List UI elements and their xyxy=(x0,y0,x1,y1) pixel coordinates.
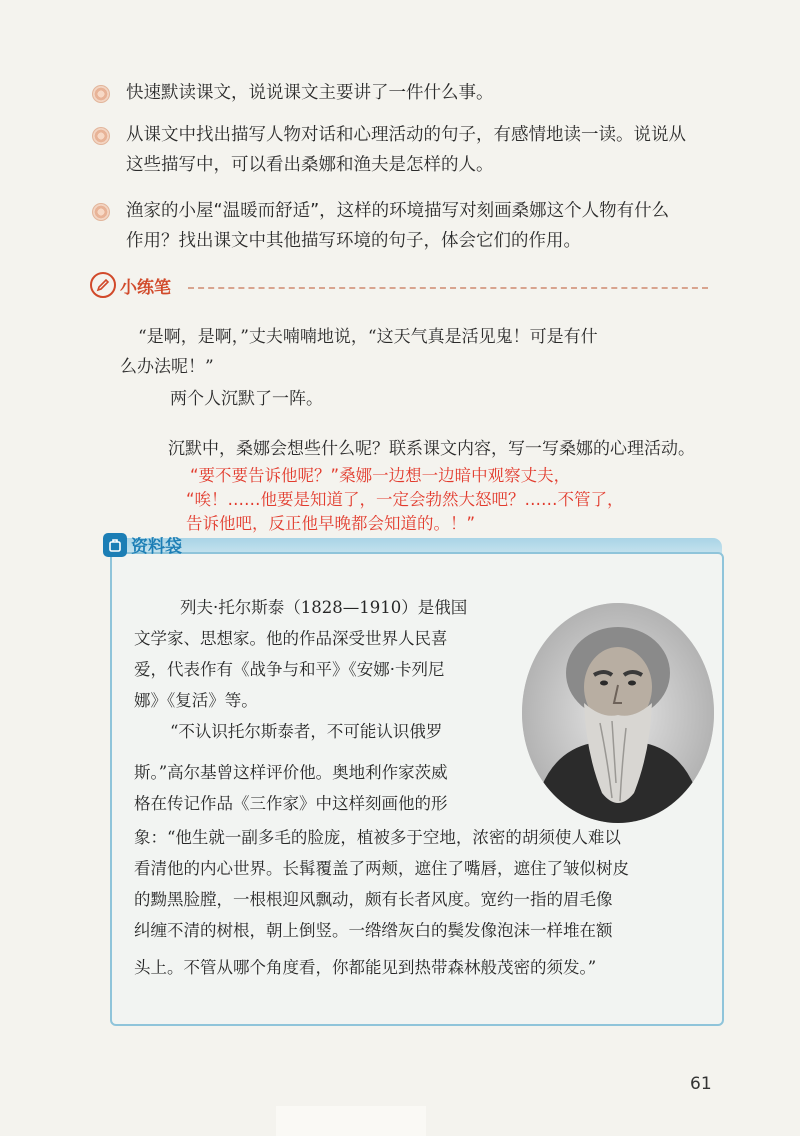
resource-line: 斯。”高尔基曾这样评价他。奥地利作家茨威 xyxy=(134,763,448,782)
resource-line: 象：“他生就一副多毛的脸庞，植被多于空地，浓密的胡须使人难以 xyxy=(134,828,621,847)
pen-icon xyxy=(90,272,116,298)
resource-line: “不认识托尔斯泰者，不可能认识俄罗 xyxy=(170,722,443,741)
page-number: 61 xyxy=(690,1074,712,1094)
resource-line: 娜》《复活》等。 xyxy=(134,691,258,710)
practice-title: 小练笔 xyxy=(120,277,171,298)
handwritten-answer-line: 告诉他吧，反正他早晚都会知道的。！” xyxy=(186,514,476,533)
question-2 xyxy=(92,120,732,180)
header-divider xyxy=(188,287,708,289)
question-line: 这些描写中，可以看出桑娜和渔夫是怎样的人。 xyxy=(126,155,494,175)
question-3 xyxy=(92,196,732,256)
practice-header xyxy=(90,272,171,298)
practice-prompt: 沉默中，桑娜会想些什么呢？联系课文内容，写一写桑娜的心理活动。 xyxy=(168,439,695,459)
resource-line: 的黝黑脸膛，一根根迎风飘动，颇有长者风度。宽约一指的眉毛像 xyxy=(134,890,613,909)
practice-quote-line: 两个人沉默了一阵。 xyxy=(170,389,323,409)
resource-header xyxy=(103,532,182,557)
practice-quote-line: “是啊，是啊，”丈夫喃喃地说，“这天气真是活见鬼！可是有什 xyxy=(138,327,598,347)
tolstoy-portrait xyxy=(522,603,714,823)
resource-line: 格在传记作品《三作家》中这样刻画他的形 xyxy=(134,794,448,813)
resource-line: 列夫·托尔斯泰（1828—1910）是俄国 xyxy=(180,598,468,617)
question-line: 从课文中找出描写人物对话和心理活动的句子，有感情地读一读。说说从 xyxy=(126,125,686,145)
bag-icon xyxy=(103,533,127,557)
handwritten-answer-line: “要不要告诉他呢？”桑娜一边想一边暗中观察丈夫， xyxy=(190,466,571,485)
resource-line: 头上。不管从哪个角度看，你都能见到热带森林般茂密的须发。” xyxy=(134,958,597,977)
resource-line: 看清他的内心世界。长髯覆盖了两颊，遮住了嘴唇，遮住了皱似树皮 xyxy=(134,859,629,878)
page-bottom-tab xyxy=(276,1106,426,1136)
flower-bullet-icon xyxy=(92,203,110,221)
question-1 xyxy=(92,78,732,108)
flower-bullet-icon xyxy=(92,85,110,103)
resource-line: 爱，代表作有《战争与和平》《安娜·卡列尼 xyxy=(134,660,445,679)
question-line: 快速默读课文，说说课文主要讲了一件什么事。 xyxy=(126,83,494,103)
flower-bullet-icon xyxy=(92,127,110,145)
resource-title: 资料袋 xyxy=(131,537,182,557)
question-line: 作用？找出课文中其他描写环境的句子，体会它们的作用。 xyxy=(126,231,581,251)
practice-quote-line: 么办法呢！” xyxy=(120,357,214,377)
resource-line: 文学家、思想家。他的作品深受世界人民喜 xyxy=(134,629,448,648)
handwritten-answer-line: “唉！……他要是知道了，一定会勃然大怒吧？……不管了， xyxy=(186,490,624,509)
question-line: 渔家的小屋“温暖而舒适”，这样的环境描写对刻画桑娜这个人物有什么 xyxy=(126,201,670,221)
resource-line: 纠缠不清的树根，朝上倒竖。一绺绺灰白的鬓发像泡沫一样堆在额 xyxy=(134,921,613,940)
